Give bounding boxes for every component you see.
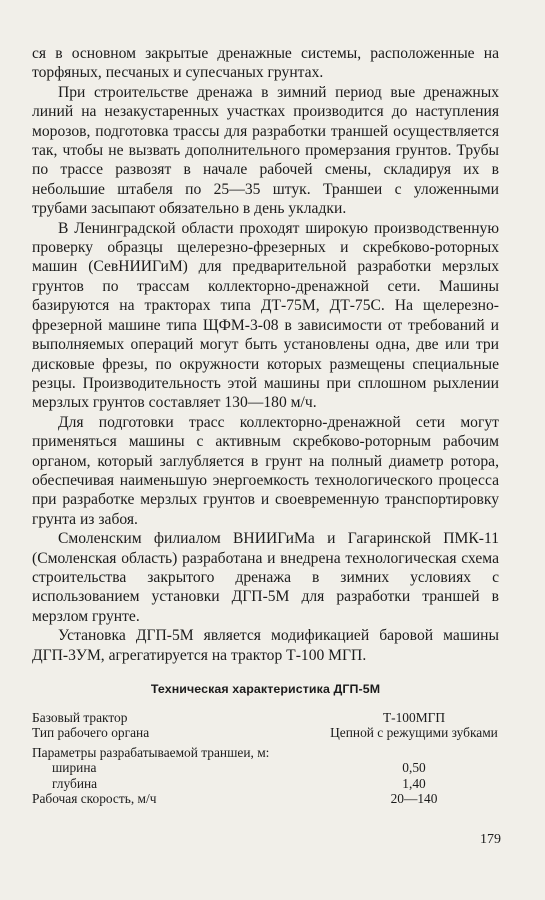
spec-value: Т-100МГП [382, 710, 446, 725]
spec-label: Рабочая скорость, м/ч [32, 791, 157, 807]
spec-row [32, 776, 499, 791]
spec-value: 1,40 [402, 775, 426, 791]
spec-label: ширина [52, 760, 97, 776]
spec-row [32, 725, 499, 740]
paragraph-6: Установка ДГП-5М является модификацией баровой машины ДГП-3УМ, агрегатируется на трактор Т-100 МГП. [32, 627, 499, 664]
spec-row [32, 791, 499, 806]
paragraph-3: В Ленинградской области проходят широкую производственную проверку образцы щелерезно-фрезерных и скребково-роторных машин (СевНИИГиМ) для предварительной разработки мерзлых грунтов по трассам коллекторно-дренажной сети. Машины базируются на тракторах типа ДТ-75М, ДТ-75С. На щелерезно-фрезерной машине типа ЩФМ-3-08 в зависимости от требований и выполняемых операций могут быть установлены одна, две или три дисковые фрезы, по окружности которых размещены специальные резцы. Производительность этой машины при сплошном рыхлении мерзлых грунтов составляет 130—180 м/ч. [32, 219, 499, 412]
paragraph-1: ся в основном закрытые дренажные системы, расположенные на торфяных, песчаных и супесчаных грунтах. [32, 45, 499, 82]
spec-row [32, 745, 499, 760]
spec-row [32, 710, 499, 725]
paragraph-5: Смоленским филиалом ВНИИГиМа и Гагаринской ПМК-11 (Смоленская область) разработана и внедрена технологическая схема строительства закрытого дренажа в зимних условиях с использованием установки ДГП-5М для разработки траншей в мерзлом грунте. [32, 530, 499, 625]
spec-value: 20—140 [390, 791, 438, 807]
spec-row [32, 760, 499, 775]
spec-label: Тип рабочего органа [32, 725, 150, 741]
spec-label: глубина [52, 775, 98, 791]
paragraph-2: При строительстве дренажа в зимний период вые дренажных линий на незакустаренных участках производится до наступления морозов, подготовка трассы для разработки траншей осуществляется так, чтобы не вызвать дополнительного промерзания грунтов. Трубы по трассе развозят в начале рабочей смены, складируя их в небольшие штабеля по 25—35 штук. Траншеи с уложенными трубами засыпают обязательно в день укладки. [32, 83, 499, 218]
spec-label: Базовый трактор [32, 710, 128, 725]
spec-value: Цепной с режущими зубками [330, 725, 498, 741]
spec-label: Параметры разрабатываемой траншеи, м: [32, 744, 270, 760]
spec-table-title: Техническая характеристика ДГП-5М [150, 682, 381, 696]
paragraph-4: Для подготовки трасс коллекторно-дренажной сети могут применяться машины с активным скребково-роторным рабочим органом, который заглубляется в грунт на полный диаметр ротора, обеспечивая наименьшую энергоемкость технологического процесса при разработке мерзлых грунтов и своевременную транспортировку грунта из забоя. [32, 413, 499, 528]
page-number: 179 [480, 832, 501, 847]
spec-table [32, 710, 499, 806]
spec-value: 0,50 [402, 760, 426, 776]
